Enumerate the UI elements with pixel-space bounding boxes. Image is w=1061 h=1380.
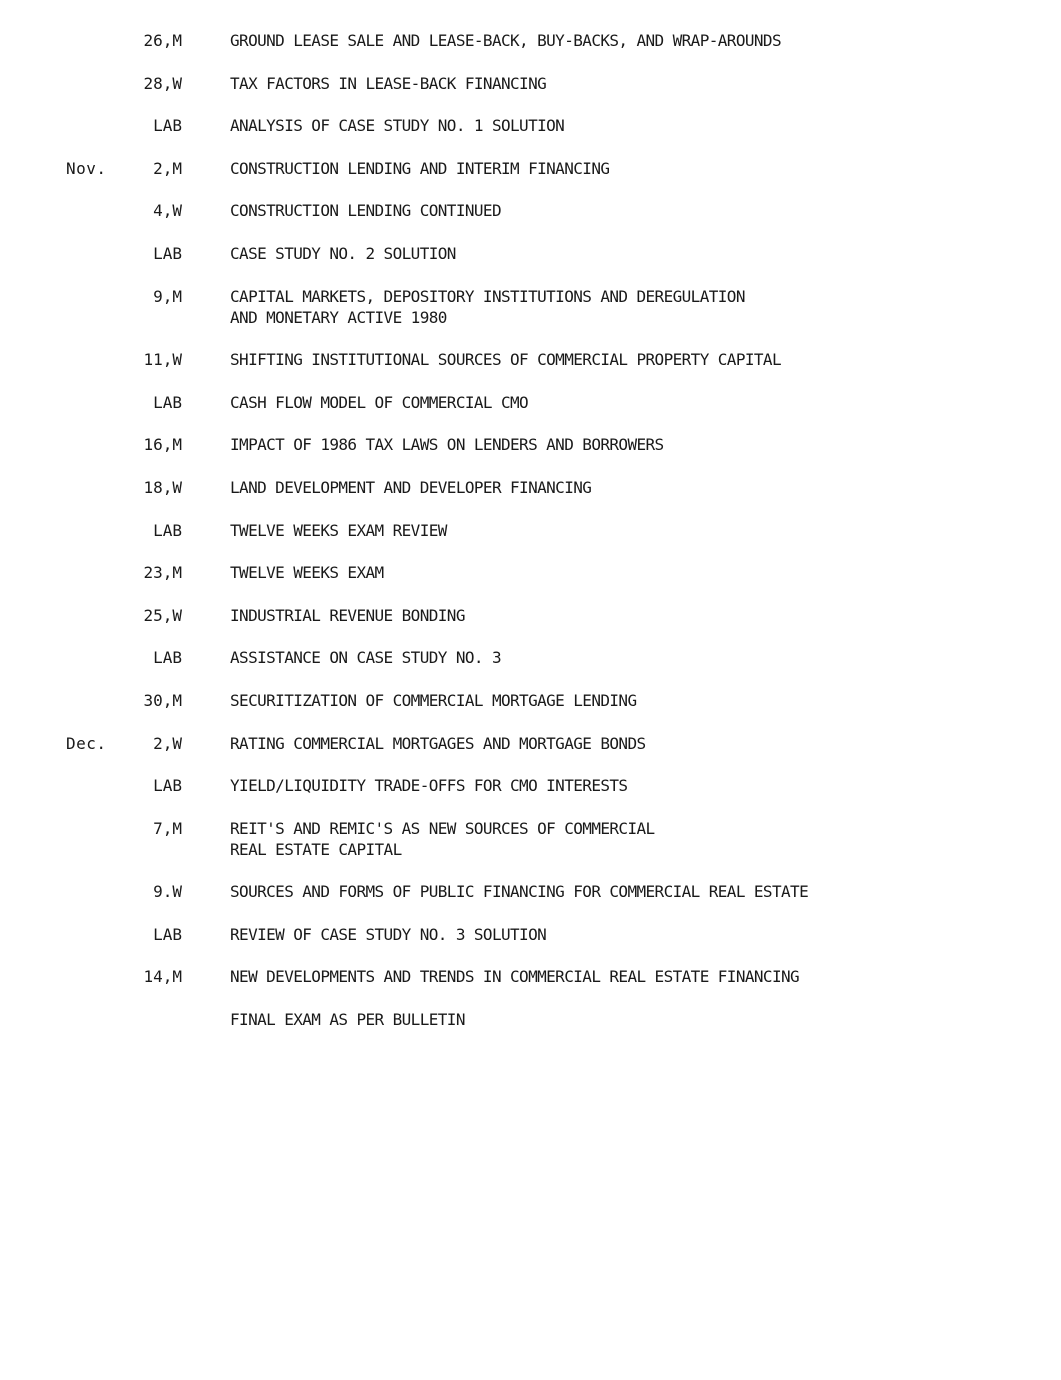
entry-topic: SECURITIZATION OF COMMERCIAL MORTGAGE LENDING <box>230 690 637 710</box>
entry-date: LAB <box>153 392 182 412</box>
entry-date: LAB <box>153 924 182 944</box>
schedule-entry <box>0 477 1061 498</box>
schedule-entry <box>0 818 1061 860</box>
schedule-entry <box>0 690 1061 711</box>
entry-topic: CASH FLOW MODEL OF COMMERCIAL CMO <box>230 392 529 412</box>
entry-date: 18,W <box>143 477 182 497</box>
schedule-entry <box>0 881 1061 902</box>
schedule-entry <box>0 392 1061 413</box>
entry-topic: RATING COMMERCIAL MORTGAGES AND MORTGAGE BONDS <box>230 733 646 753</box>
entry-date: 2,W <box>153 733 182 753</box>
course-schedule <box>0 30 1061 1030</box>
entry-date: 2,M <box>153 158 182 178</box>
schedule-entry <box>0 434 1061 455</box>
schedule-entry <box>0 605 1061 626</box>
entry-date: 11,W <box>143 350 182 370</box>
schedule-entry <box>0 158 1061 179</box>
entry-date: LAB <box>153 116 182 136</box>
entry-date: 23,M <box>143 563 182 583</box>
entry-topic: CAPITAL MARKETS, DEPOSITORY INSTITUTIONS AND DEREGULATION AND MONETARY ACTIVE 1980 <box>230 286 745 327</box>
entry-topic: ASSISTANCE ON CASE STUDY NO. 3 <box>230 648 501 668</box>
entry-date: 26,M <box>143 31 182 50</box>
schedule-entry <box>0 775 1061 796</box>
entry-date: 14,M <box>143 967 182 987</box>
entry-topic: NEW DEVELOPMENTS AND TRENDS IN COMMERCIAL REAL ESTATE FINANCING <box>230 967 800 987</box>
entry-date: LAB <box>153 776 182 796</box>
entry-date: 28,W <box>143 73 182 93</box>
entry-topic: YIELD/LIQUIDITY TRADE-OFFS FOR CMO INTERESTS <box>230 776 628 796</box>
entry-date: 30,M <box>143 690 182 710</box>
entry-topic: TAX FACTORS IN LEASE-BACK FINANCING <box>230 73 547 93</box>
entry-date: LAB <box>153 243 182 263</box>
schedule-entry <box>0 562 1061 583</box>
schedule-entry <box>0 115 1061 136</box>
entry-topic: SOURCES AND FORMS OF PUBLIC FINANCING FOR COMMERCIAL REAL ESTATE <box>230 882 809 902</box>
schedule-entry <box>0 924 1061 945</box>
entry-date: 25,W <box>143 605 182 625</box>
entry-date: LAB <box>153 520 182 540</box>
entry-topic: ANALYSIS OF CASE STUDY NO. 1 SOLUTION <box>230 116 565 136</box>
schedule-entry <box>0 200 1061 221</box>
schedule-entry <box>0 966 1061 987</box>
entry-month: Dec. <box>66 733 107 753</box>
entry-topic: INDUSTRIAL REVENUE BONDING <box>230 605 465 625</box>
schedule-entry <box>0 73 1061 94</box>
entry-topic: CASE STUDY NO. 2 SOLUTION <box>230 243 456 263</box>
entry-topic: SHIFTING INSTITUTIONAL SOURCES OF COMMERCIAL PROPERTY CAPITAL <box>230 350 782 370</box>
schedule-entry <box>0 30 1061 51</box>
schedule-entry <box>0 733 1061 754</box>
entry-topic: TWELVE WEEKS EXAM REVIEW <box>230 520 447 540</box>
entry-topic: GROUND LEASE SALE AND LEASE-BACK, BUY-BACKS, AND WRAP-AROUNDS <box>230 31 782 50</box>
entry-topic: CONSTRUCTION LENDING AND INTERIM FINANCING <box>230 158 610 178</box>
entry-topic: IMPACT OF 1986 TAX LAWS ON LENDERS AND BORROWERS <box>230 435 664 455</box>
entry-date: 7,M <box>153 818 182 838</box>
entry-topic: REIT'S AND REMIC'S AS NEW SOURCES OF COMMERCIAL REAL ESTATE CAPITAL <box>230 818 655 859</box>
entry-topic: TWELVE WEEKS EXAM <box>230 563 384 583</box>
entry-date: 9.W <box>153 882 182 902</box>
entry-date: 9,M <box>153 286 182 306</box>
entry-date: 16,M <box>143 435 182 455</box>
schedule-entry <box>0 647 1061 668</box>
schedule-entry <box>0 520 1061 541</box>
schedule-entry <box>0 1009 1061 1030</box>
schedule-entry <box>0 349 1061 370</box>
entry-month: Nov. <box>66 158 107 178</box>
schedule-entry <box>0 286 1061 328</box>
entry-topic: REVIEW OF CASE STUDY NO. 3 SOLUTION <box>230 924 547 944</box>
entry-date: 4,W <box>153 201 182 221</box>
entry-date: LAB <box>153 648 182 668</box>
entry-topic: CONSTRUCTION LENDING CONTINUED <box>230 201 501 221</box>
schedule-entry <box>0 243 1061 264</box>
entry-topic: LAND DEVELOPMENT AND DEVELOPER FINANCING <box>230 477 592 497</box>
entry-topic: FINAL EXAM AS PER BULLETIN <box>230 1010 465 1030</box>
